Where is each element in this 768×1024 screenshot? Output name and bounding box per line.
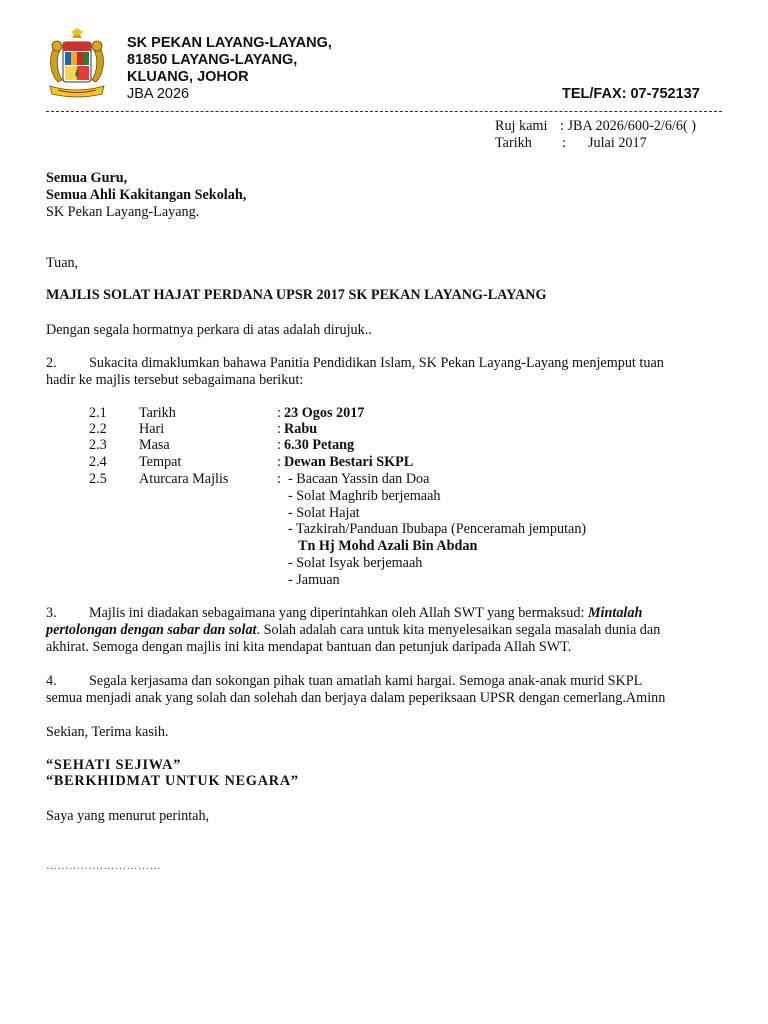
ref-value: : JBA 2026/600-2/6/6( ) xyxy=(560,118,696,134)
detail-num: 2.1 xyxy=(89,405,107,421)
ref-label: Ruj kami xyxy=(495,118,548,134)
motto: “BERKHIDMAT UNTUK NEGARA” xyxy=(46,773,299,789)
detail-colon: : xyxy=(277,421,281,437)
detail-label: Tempat xyxy=(139,454,182,470)
detail-value: 6.30 Petang xyxy=(284,437,355,453)
detail-num: 2.5 xyxy=(89,471,107,487)
header-divider xyxy=(46,111,722,112)
paragraph-3-line xyxy=(89,605,642,622)
program-item: - Solat Isyak berjemaah xyxy=(288,555,423,571)
signoff: Saya yang menurut perintah, xyxy=(46,808,210,824)
program-item: - Jamuan xyxy=(288,572,340,588)
paragraph-3-text: . Solah adalah cara untuk kita menyelesaikan segala masalah dunia dan xyxy=(256,622,661,638)
recipient-line: Semua Guru, xyxy=(46,170,128,186)
closing: Sekian, Terima kasih. xyxy=(46,724,169,740)
program-item: - Tazkirah/Panduan Ibubapa (Penceramah jemputan) xyxy=(288,521,587,537)
detail-colon: : xyxy=(277,405,281,421)
salutation: Tuan, xyxy=(46,255,79,271)
speaker-name: Tn Hj Mohd Azali Bin Abdan xyxy=(298,538,478,554)
para-number: 4. xyxy=(46,673,57,689)
address-line: KLUANG, JOHOR xyxy=(127,69,249,85)
motto: “SEHATI SEJIWA” xyxy=(46,757,182,773)
detail-colon: : xyxy=(277,437,281,453)
address-line: 81850 LAYANG-LAYANG, xyxy=(127,52,298,68)
paragraph-3-line xyxy=(46,622,660,639)
para-number: 2. xyxy=(46,355,57,371)
recipient-line: Semua Ahli Kakitangan Sekolah, xyxy=(46,187,247,203)
date-label: Tarikh xyxy=(495,135,532,151)
paragraph-4-line: semua menjadi anak yang solah dan solehah dan berjaya dalam peperiksaan UPSR dengan cemerlang.Aminn xyxy=(46,690,666,706)
paragraph-3-line: akhirat. Semoga dengan majlis ini kita mendapat bantuan dan petunjuk daripada Allah SWT. xyxy=(46,639,572,655)
detail-label: Aturcara Majlis xyxy=(139,471,229,487)
date-colon: : xyxy=(562,135,566,151)
date-value: Julai 2017 xyxy=(588,135,647,151)
quote-emphasis: Mintalah xyxy=(587,605,643,621)
program-item: - Solat Maghrib berjemaah xyxy=(288,488,441,504)
recipient-line: SK Pekan Layang-Layang. xyxy=(46,204,200,220)
signature-line: ………………………… xyxy=(46,860,161,872)
detail-value: 23 Ogos 2017 xyxy=(284,405,365,421)
program-item: - Solat Hajat xyxy=(288,505,360,521)
paragraph-1: Dengan segala hormatnya perkara di atas adalah dirujuk.. xyxy=(46,322,372,338)
detail-label: Hari xyxy=(139,421,165,437)
para-number: 3. xyxy=(46,605,57,621)
school-code: JBA 2026 xyxy=(127,86,190,102)
detail-num: 2.4 xyxy=(89,454,107,470)
paragraph-2-line: Sukacita dimaklumkan bahawa Panitia Pendidikan Islam, SK Pekan Layang-Layang menjemput tuan xyxy=(89,355,664,371)
paragraph-2-line: hadir ke majlis tersebut sebagaimana berikut: xyxy=(46,372,304,388)
detail-colon: : xyxy=(277,454,281,470)
detail-value: Rabu xyxy=(284,421,318,437)
paragraph-3-text: Majlis ini diadakan sebagaimana yang diperintahkan oleh Allah SWT yang bermaksud: xyxy=(89,605,588,621)
detail-colon: : xyxy=(277,471,281,487)
detail-label: Masa xyxy=(139,437,170,453)
malaysia-coat-of-arms-icon xyxy=(44,28,110,102)
detail-value: Dewan Bestari SKPL xyxy=(284,454,414,470)
school-name: SK PEKAN LAYANG-LAYANG, xyxy=(127,35,332,51)
detail-num: 2.2 xyxy=(89,421,107,437)
subject-heading: MAJLIS SOLAT HAJAT PERDANA UPSR 2017 SK PEKAN LAYANG-LAYANG xyxy=(46,287,547,303)
program-item: - Bacaan Yassin dan Doa xyxy=(288,471,430,487)
detail-label: Tarikh xyxy=(139,405,176,421)
detail-num: 2.3 xyxy=(89,437,107,453)
quote-emphasis: pertolongan dengan sabar dan solat xyxy=(46,622,257,638)
paragraph-4-line: Segala kerjasama dan sokongan pihak tuan amatlah kami hargai. Semoga anak-anak murid SKPL xyxy=(89,673,643,689)
tel-fax: TEL/FAX: 07-752137 xyxy=(562,86,700,102)
